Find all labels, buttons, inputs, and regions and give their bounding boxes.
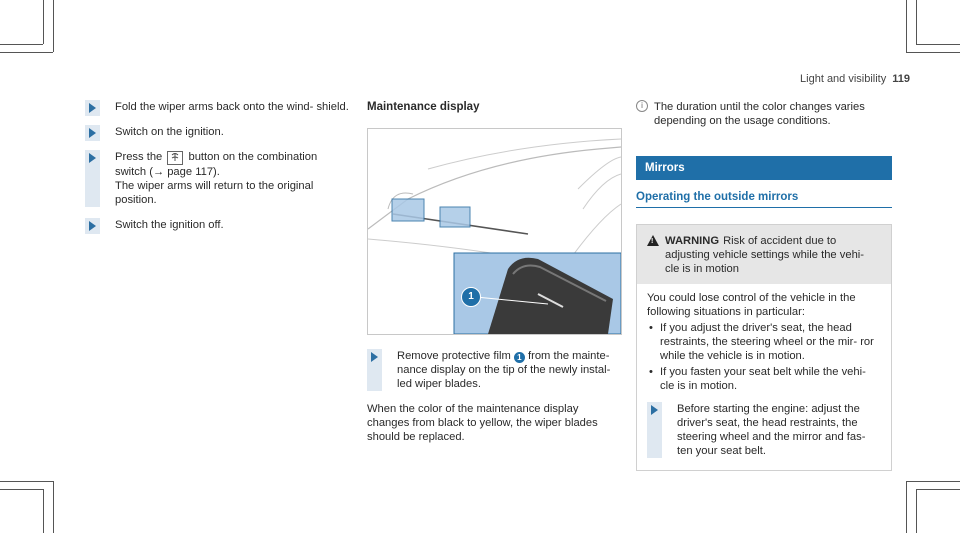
step-suffix: button on the combination switch (→ page 117). [115,151,318,178]
list-item: • If you fasten your seat belt while the vehi- cle is in motion. [647,365,881,393]
warning-label: WARNING [665,235,720,247]
section-name: Light and visibility [800,73,887,85]
info-icon: i [636,100,648,112]
running-header [800,73,910,85]
crop-mark [0,44,43,45]
warning-triangle-icon: ! [647,235,659,246]
step-arrow-icon [85,100,100,116]
warning-intro: You could lose control of the vehicle in the following situations in particular: [647,292,856,318]
info-note [636,100,892,128]
page-number: 119 [892,73,910,85]
step-line2: The wiper arms will return to the original position. [115,180,314,206]
section-title: Maintenance display [367,101,480,113]
crop-mark [0,52,53,53]
step-text: Switch on the ignition. [115,126,224,138]
step-prefix: Press the [115,151,163,163]
crop-mark [906,52,960,53]
warning-body [637,284,891,470]
instruction-step [367,349,622,391]
crop-mark [0,481,53,482]
step-text: Before starting the engine: adjust the driver's seat, the head restraints, the steering wheel and the mirror and fas- ten your seat belt. [677,403,866,457]
crop-mark [906,481,960,482]
crop-mark [53,481,54,533]
column-3 [636,100,892,471]
instruction-step [85,100,350,114]
step-arrow-icon [85,218,100,234]
step-text: Fold the wiper arms back onto the wind- shield. [115,101,349,113]
crop-mark [906,0,907,52]
instruction-step [85,125,350,139]
instruction-step [85,218,350,232]
crop-mark [906,481,907,533]
info-text: The duration until the color changes varies depending on the usage conditions. [654,101,865,127]
crop-mark [916,0,917,44]
step-arrow-icon [85,150,100,207]
column-1 [85,100,350,243]
step-arrow-icon [647,402,662,458]
crop-mark [53,0,54,52]
list-item: • If you adjust the driver's seat, the head restraints, the steering wheel or the mir- ror while the vehicle is in motion. [647,321,881,363]
windshield-drawing [368,129,621,334]
warning-bullets [647,321,881,393]
wiper-illustration [367,128,622,335]
crop-mark [0,489,43,490]
warning-header [637,225,891,284]
callout-1-inline: 1 [514,352,525,363]
warning-title: Risk of accident due to adjusting vehicle settings while the vehi- cle is in motion [665,235,864,275]
step-arrow-icon [367,349,382,391]
step-text [115,150,350,207]
step-text: Remove protective film 1 from the mainte- nance display on the tip of the newly instal- led wiper blades. [397,350,611,390]
instruction-step [85,150,350,207]
crop-mark [916,489,960,490]
callout-1: 1 [461,287,481,307]
crop-mark [916,489,917,533]
section-header: Mirrors [636,156,892,180]
column-2 [367,100,622,444]
crop-mark [43,0,44,44]
step-text: Switch the ignition off. [115,219,224,231]
warning-box [636,224,892,471]
step-arrow-icon [85,125,100,141]
instruction-step [647,402,881,458]
paragraph: When the color of the maintenance display changes from black to yellow, the wiper blades should be replaced. [367,403,598,443]
subsection-header: Operating the outside mirrors [636,190,892,208]
wiper-key-icon [167,151,183,165]
crop-mark [916,44,960,45]
crop-mark [43,489,44,533]
